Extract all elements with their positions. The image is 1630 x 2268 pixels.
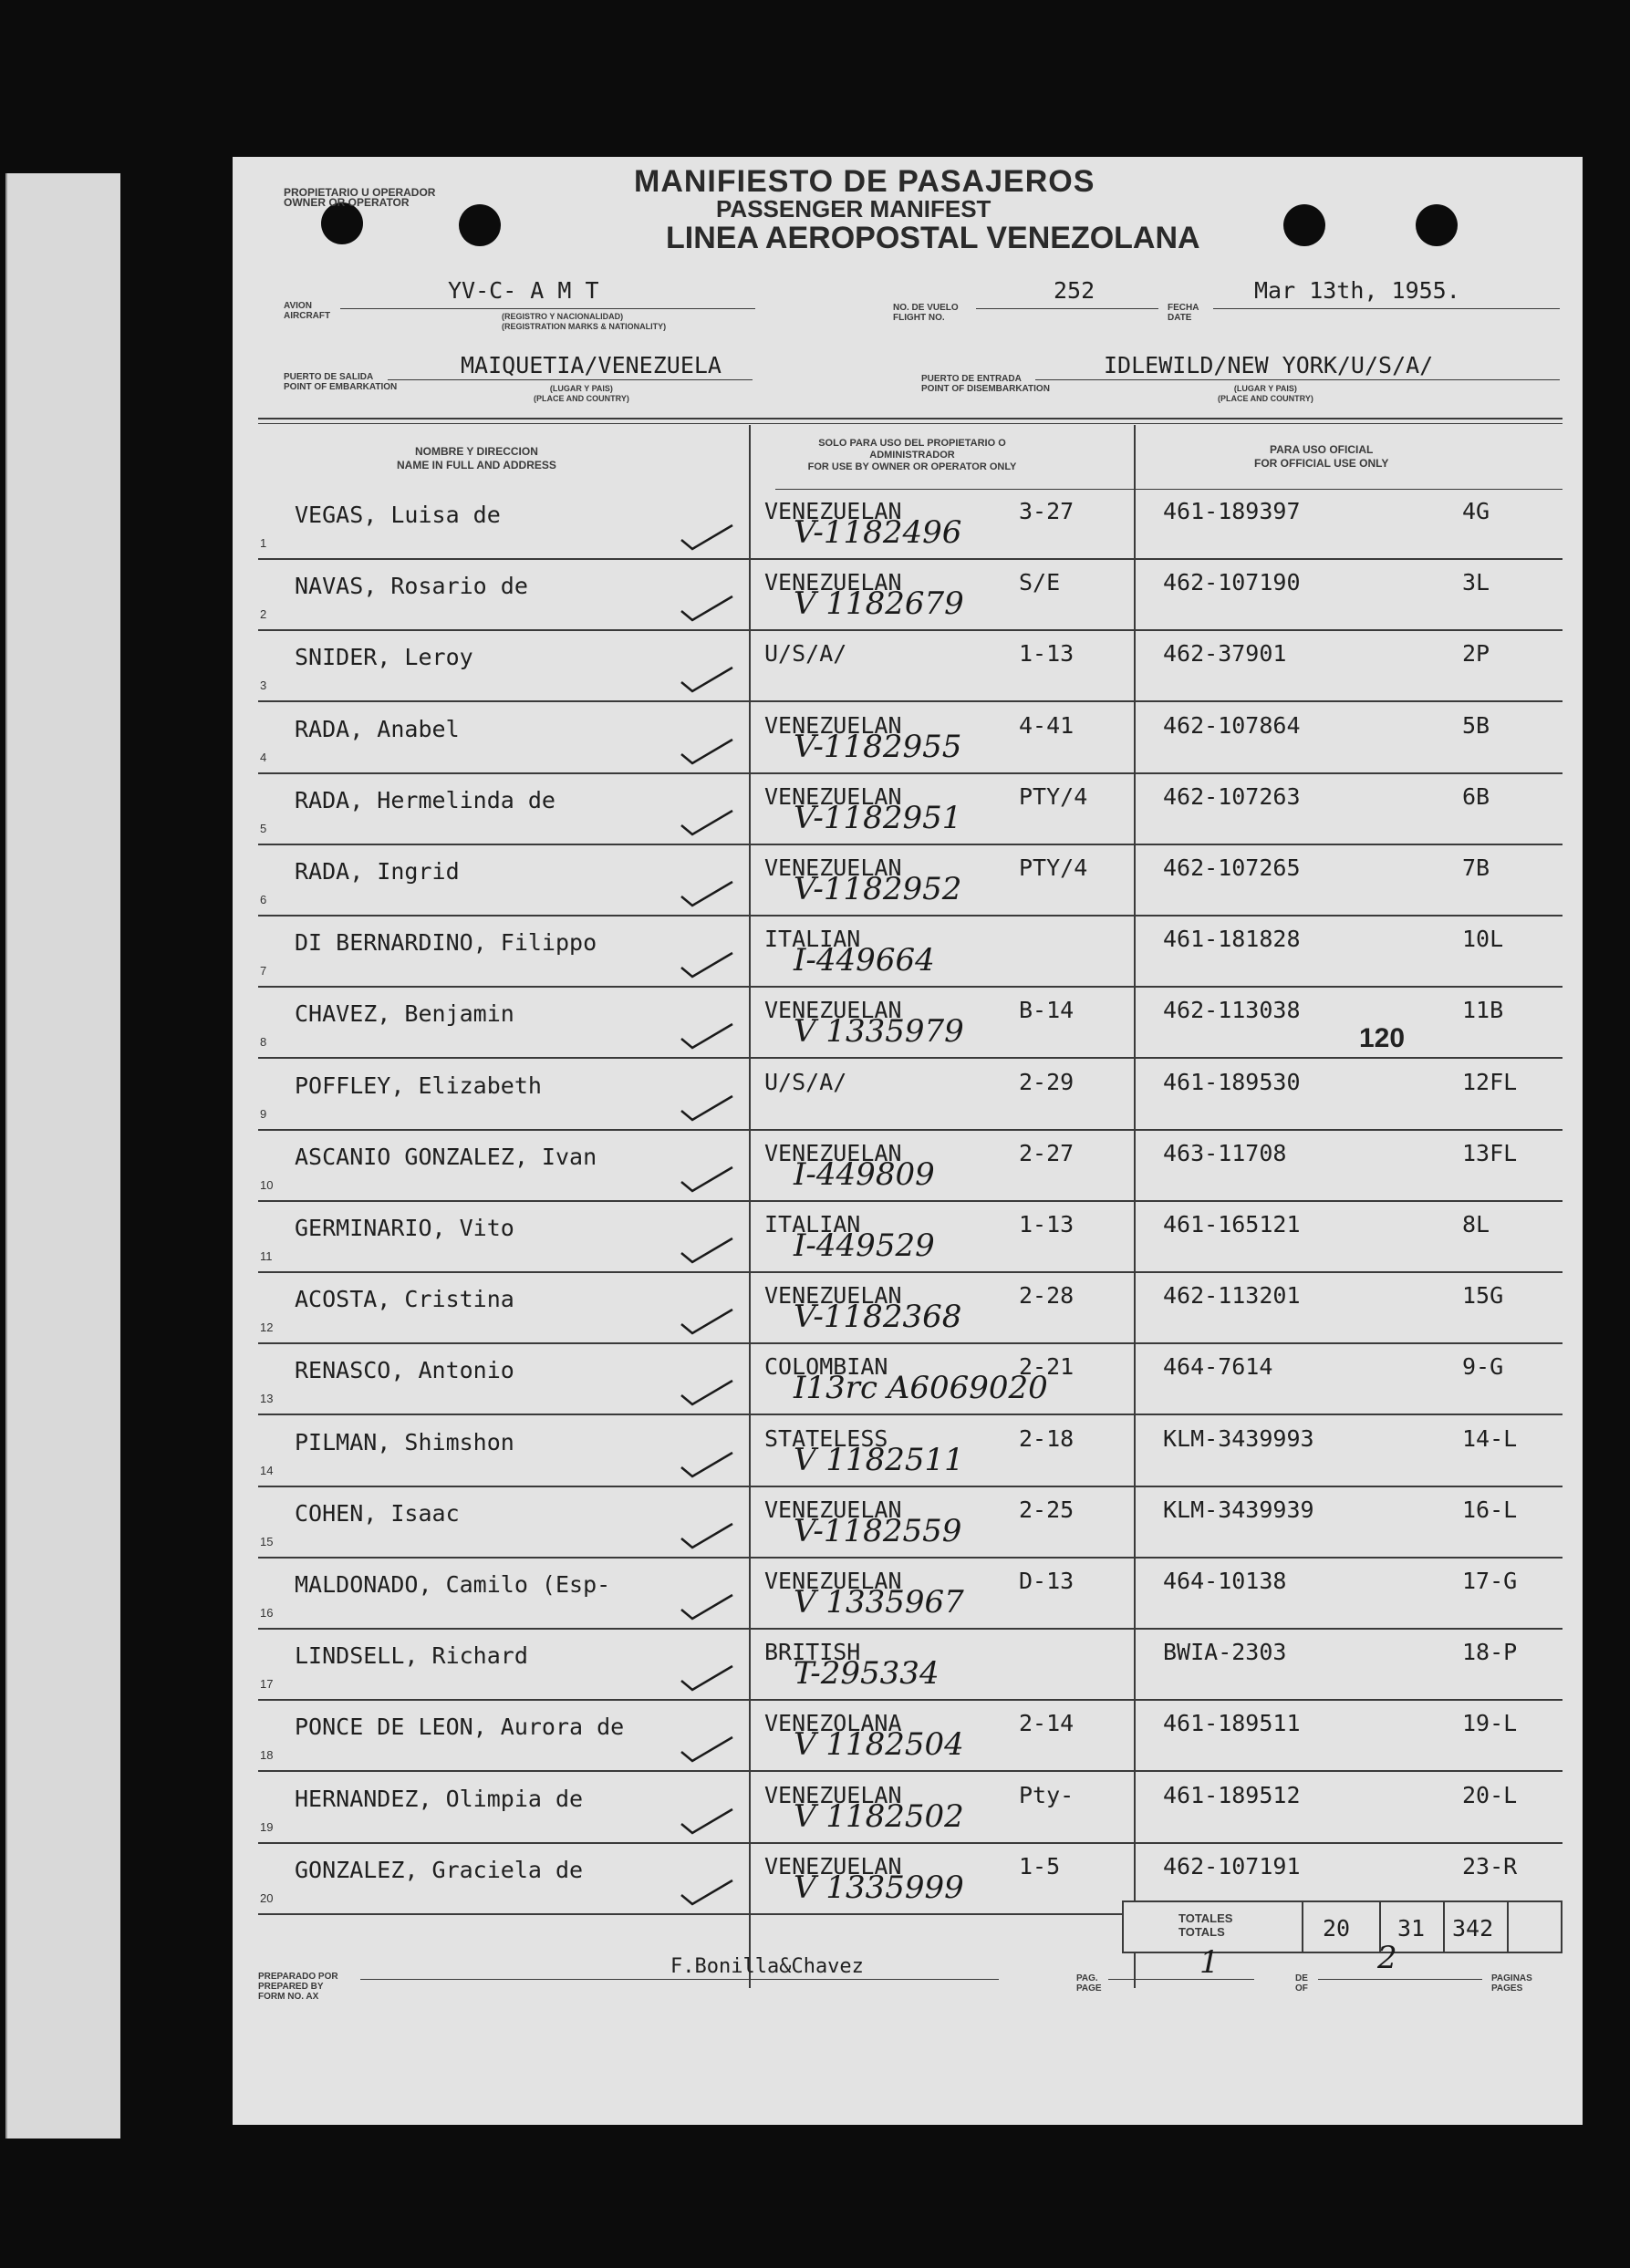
aircraft-value: YV-C- A M T (448, 277, 599, 304)
ticket-number: 464-7614 (1163, 1353, 1273, 1380)
passenger-code: 2-14 (1019, 1710, 1075, 1736)
passport-number: V 1335979 (794, 1013, 964, 1050)
check-mark-icon (680, 1807, 734, 1835)
seat-number: 23-R (1462, 1853, 1518, 1880)
passport-number: I-449809 (794, 1156, 935, 1193)
passenger-nationality: ITALIAN (764, 1211, 861, 1238)
passenger-code: 4-41 (1019, 712, 1075, 739)
ticket-number: 462-107263 (1163, 783, 1301, 810)
passenger-nationality: VENEZUELAN (764, 997, 902, 1023)
row-divider (258, 1699, 1563, 1701)
row-divider (258, 1200, 1563, 1202)
ticket-number: 462-107190 (1163, 569, 1301, 595)
passenger-code: 2-18 (1019, 1425, 1075, 1452)
row-number: 11 (260, 1249, 273, 1263)
passenger-nationality: VENEZUELAN (764, 1782, 902, 1808)
passenger-name: ACOSTA, Cristina (295, 1286, 514, 1312)
check-mark-icon (680, 523, 734, 551)
page-label: PAG. PAGE (1076, 1973, 1102, 1994)
ticket-number: 461-189397 (1163, 498, 1301, 524)
departure-place-label: (LUGAR Y PAIS) (PLACE AND COUNTRY) (534, 384, 629, 403)
passenger-nationality: VENEZUELAN (764, 498, 902, 524)
ticket-number: 462-107864 (1163, 712, 1301, 739)
seat-number: 15G (1462, 1282, 1504, 1309)
passenger-nationality: VENEZOLANA (764, 1710, 902, 1736)
row-number: 20 (260, 1891, 274, 1905)
date-label: FECHA DATE (1168, 303, 1199, 323)
total-c: 342 (1452, 1915, 1494, 1942)
passenger-nationality: VENEZUELAN (764, 854, 902, 881)
passenger-code: PTY/4 (1019, 854, 1088, 881)
ticket-number: 461-189511 (1163, 1710, 1301, 1736)
ticket-number: 461-165121 (1163, 1211, 1301, 1238)
prepared-label: PREPARADO POR PREPARED BY FORM NO. AX (258, 1972, 338, 2002)
check-mark-icon (680, 1879, 734, 1906)
passport-number: V 1182504 (794, 1726, 964, 1763)
passport-number: V-1182951 (794, 800, 962, 836)
passport-number: V-1182955 (794, 729, 962, 765)
ticket-number: 461-189512 (1163, 1782, 1301, 1808)
row-number: 5 (260, 822, 267, 835)
total-b: 31 (1397, 1915, 1426, 1942)
row-number: 6 (260, 893, 267, 906)
check-mark-icon (680, 1022, 734, 1050)
check-mark-icon (680, 1094, 734, 1122)
owner-label: PROPIETARIO U OPERADOR OWNER OR OPERATOR (284, 186, 436, 209)
arrival-place-label: (LUGAR Y PAIS) (PLACE AND COUNTRY) (1218, 384, 1313, 403)
departure-value: MAIQUETIA/VENEZUELA (461, 352, 722, 378)
passenger-name: SNIDER, Leroy (295, 644, 473, 670)
manifest-sheet (233, 157, 1583, 2125)
check-mark-icon (680, 1237, 734, 1264)
seat-number: 7B (1462, 854, 1490, 881)
passenger-nationality: VENEZUELAN (764, 712, 902, 739)
check-mark-icon (680, 1735, 734, 1763)
check-mark-icon (680, 1593, 734, 1621)
row-number: 1 (260, 536, 267, 550)
ticket-number: KLM-3439993 (1163, 1425, 1314, 1452)
seat-number: 10L (1462, 926, 1504, 952)
column-header-owner: SOLO PARA USO DEL PROPIETARIO O ADMINISTRADOR FOR USE BY OWNER OR OPERATOR ONLY (807, 438, 1017, 472)
passenger-name: RADA, Hermelinda de (295, 787, 555, 813)
row-divider (258, 986, 1563, 988)
passenger-nationality: STATELESS (764, 1425, 888, 1452)
passenger-code: 2-27 (1019, 1140, 1075, 1166)
check-mark-icon (680, 1451, 734, 1478)
passenger-nationality: VENEZUELAN (764, 569, 902, 595)
seat-number: 2P (1462, 640, 1490, 667)
registration-label: (REGISTRO Y NACIONALIDAD) (REGISTRATION MARKS & NATIONALITY) (502, 312, 667, 331)
totals-box (1122, 1900, 1563, 1953)
totals-label: TOTALES TOTALS (1178, 1911, 1233, 1939)
passport-number: V 1335999 (794, 1869, 964, 1906)
passport-number: I-449664 (794, 942, 935, 979)
passenger-code: 2-29 (1019, 1069, 1075, 1095)
row-number: 14 (260, 1464, 274, 1477)
passenger-code: D-13 (1019, 1568, 1075, 1594)
row-number: 15 (260, 1535, 274, 1548)
row-divider (258, 1271, 1563, 1273)
passenger-name: CHAVEZ, Benjamin (295, 1000, 514, 1027)
passenger-nationality: VENEZUELAN (764, 1496, 902, 1523)
adjacent-page-strip (5, 173, 120, 2139)
passenger-name: RADA, Ingrid (295, 858, 460, 885)
total-passengers: 20 (1323, 1915, 1351, 1942)
passenger-nationality: VENEZUELAN (764, 783, 902, 810)
ticket-number: 463-11708 (1163, 1140, 1287, 1166)
passenger-nationality: VENEZUELAN (764, 1282, 902, 1309)
passenger-name: POFFLEY, Elizabeth (295, 1072, 542, 1099)
passenger-name: DI BERNARDINO, Filippo (295, 929, 597, 956)
ticket-number: 461-189530 (1163, 1069, 1301, 1095)
of-label: DE OF (1295, 1973, 1308, 1994)
ticket-number: 462-113038 (1163, 997, 1301, 1023)
ticket-number: BWIA-2303 (1163, 1639, 1287, 1665)
seat-number: 5B (1462, 712, 1490, 739)
check-mark-icon (680, 1308, 734, 1335)
column-header-name: NOMBRE Y DIRECCION NAME IN FULL AND ADDRESS (397, 445, 556, 471)
row-number: 9 (260, 1107, 267, 1121)
column-header-official: PARA USO OFICIAL FOR OFFICIAL USE ONLY (1254, 443, 1389, 470)
check-mark-icon (680, 1379, 734, 1406)
seat-number: 20-L (1462, 1782, 1518, 1808)
title-english: PASSENGER MANIFEST (716, 195, 991, 223)
passenger-name: ASCANIO GONZALEZ, Ivan (295, 1144, 597, 1170)
passenger-code: S/E (1019, 569, 1061, 595)
date-value: Mar 13th, 1955. (1254, 277, 1460, 304)
passenger-name: GERMINARIO, Vito (295, 1215, 514, 1241)
seat-number: 9-G (1462, 1353, 1504, 1380)
row-divider (258, 1628, 1563, 1630)
ticket-number: 464-10138 (1163, 1568, 1287, 1594)
passenger-nationality: U/S/A/ (764, 640, 847, 667)
passenger-nationality: VENEZUELAN (764, 1568, 902, 1594)
flight-value: 252 (1054, 277, 1095, 304)
punch-hole (459, 204, 501, 246)
row-number: 12 (260, 1320, 274, 1334)
check-mark-icon (680, 595, 734, 622)
passenger-name: RADA, Anabel (295, 716, 460, 742)
seat-number: 17-G (1462, 1568, 1518, 1594)
row-number: 17 (260, 1677, 274, 1691)
arrival-value: IDLEWILD/NEW YORK/U/S/A/ (1104, 352, 1434, 378)
passenger-name: LINDSELL, Richard (295, 1642, 528, 1669)
ticket-number: KLM-3439939 (1163, 1496, 1314, 1523)
row-number: 19 (260, 1820, 274, 1834)
passenger-name: RENASCO, Antonio (295, 1357, 514, 1383)
row-divider (258, 1770, 1563, 1772)
airline-name: LINEA AEROPOSTAL VENEZOLANA (666, 221, 1200, 255)
passenger-code: B-14 (1019, 997, 1075, 1023)
passenger-code: 3-27 (1019, 498, 1075, 524)
passenger-code: PTY/4 (1019, 783, 1088, 810)
row-number: 2 (260, 607, 267, 621)
seat-number: 11B (1462, 997, 1504, 1023)
passenger-code: Pty- (1019, 1782, 1075, 1808)
ticket-number: 462-113201 (1163, 1282, 1301, 1309)
passenger-name: MALDONADO, Camilo (Esp- (295, 1571, 611, 1598)
ticket-number: 462-37901 (1163, 640, 1287, 667)
check-mark-icon (680, 666, 734, 693)
passenger-code: 2-25 (1019, 1496, 1075, 1523)
seat-number: 19-L (1462, 1710, 1518, 1736)
row-divider (258, 1414, 1563, 1415)
punch-hole (1283, 204, 1325, 246)
row-divider (258, 1129, 1563, 1131)
row-divider (258, 558, 1563, 560)
passport-number: V 1182679 (794, 585, 964, 622)
title-spanish: MANIFIESTO DE PASAJEROS (634, 164, 1095, 199)
check-mark-icon (680, 738, 734, 765)
seat-number: 12FL (1462, 1069, 1518, 1095)
seat-number: 18-P (1462, 1639, 1518, 1665)
passport-number: V 1335967 (794, 1584, 964, 1621)
passport-number: V-1182496 (794, 514, 962, 551)
seat-number: 6B (1462, 783, 1490, 810)
of-value: 2 (1377, 1940, 1397, 1976)
seat-number: 8L (1462, 1211, 1490, 1238)
seat-number: 13FL (1462, 1140, 1518, 1166)
flight-label: NO. DE VUELO FLIGHT NO. (893, 303, 959, 323)
row-divider (258, 1057, 1563, 1059)
passenger-name: COHEN, Isaac (295, 1500, 460, 1527)
passenger-nationality: U/S/A/ (764, 1069, 847, 1095)
aircraft-label: AVION AIRCRAFT (284, 301, 331, 321)
row-number: 18 (260, 1748, 274, 1762)
row-divider (258, 629, 1563, 631)
passenger-name: GONZALEZ, Graciela de (295, 1857, 584, 1883)
passenger-nationality: BRITISH (764, 1639, 861, 1665)
row-divider (258, 844, 1563, 845)
row-divider (258, 915, 1563, 917)
check-mark-icon (680, 951, 734, 979)
check-mark-icon (680, 880, 734, 907)
passenger-name: PONCE DE LEON, Aurora de (295, 1714, 625, 1740)
passenger-nationality: ITALIAN (764, 926, 861, 952)
passport-number: V-1182952 (794, 871, 962, 907)
check-mark-icon (680, 1664, 734, 1692)
row-number: 10 (260, 1178, 274, 1192)
ticket-number: 462-107265 (1163, 854, 1301, 881)
seat-number: 3L (1462, 569, 1490, 595)
passport-number: V-1182559 (794, 1513, 962, 1549)
check-mark-icon (680, 809, 734, 836)
row-divider (258, 700, 1563, 702)
passport-number: T-295334 (794, 1655, 940, 1692)
row-number: 7 (260, 964, 267, 978)
passenger-code: 1-13 (1019, 640, 1075, 667)
ticket-number: 462-107191 (1163, 1853, 1301, 1880)
row-divider (258, 1842, 1563, 1844)
check-mark-icon (680, 1165, 734, 1193)
arrival-label: PUERTO DE ENTRADA POINT OF DISEMBARKATION (921, 374, 1050, 394)
seat-number: 4G (1462, 498, 1490, 524)
passenger-code: 2-21 (1019, 1353, 1075, 1380)
row-divider (258, 1486, 1563, 1487)
passenger-nationality: VENEZUELAN (764, 1140, 902, 1166)
prepared-value: F.Bonilla&Chavez (670, 1955, 864, 1978)
page-value: 1 (1199, 1944, 1220, 1981)
passport-number: V-1182368 (794, 1299, 962, 1335)
departure-label: PUERTO DE SALIDA POINT OF EMBARKATION (284, 372, 398, 392)
row-divider (258, 1342, 1563, 1344)
passport-number: I-449529 (794, 1227, 935, 1264)
row-number: 8 (260, 1035, 267, 1049)
row-number: 4 (260, 751, 267, 764)
passport-number: V 1182511 (794, 1442, 964, 1478)
row-divider (258, 772, 1563, 774)
row-number: 16 (260, 1606, 274, 1620)
passenger-name: PILMAN, Shimshon (295, 1429, 514, 1455)
seat-number: 16-L (1462, 1496, 1518, 1523)
passport-number: I13rc A6069020 (794, 1370, 1048, 1406)
passenger-code: 1-5 (1019, 1853, 1061, 1880)
passenger-name: HERNANDEZ, Olimpia de (295, 1786, 584, 1812)
row-number: 3 (260, 678, 267, 692)
row-divider (258, 1557, 1563, 1559)
passport-number: V 1182502 (794, 1798, 964, 1835)
passenger-code: 2-28 (1019, 1282, 1075, 1309)
passenger-name: NAVAS, Rosario de (295, 573, 528, 599)
punch-hole (1416, 204, 1458, 246)
row-number: 13 (260, 1392, 274, 1405)
ticket-number: 461-181828 (1163, 926, 1301, 952)
pages-label: PAGINAS PAGES (1491, 1973, 1532, 1994)
passenger-code: 1-13 (1019, 1211, 1075, 1238)
check-mark-icon (680, 1522, 734, 1549)
margin-annotation: 120 (1359, 1023, 1406, 1053)
passenger-nationality: VENEZUELAN (764, 1853, 902, 1880)
passenger-name: VEGAS, Luisa de (295, 502, 501, 528)
passenger-nationality: COLOMBIAN (764, 1353, 888, 1380)
seat-number: 14-L (1462, 1425, 1518, 1452)
